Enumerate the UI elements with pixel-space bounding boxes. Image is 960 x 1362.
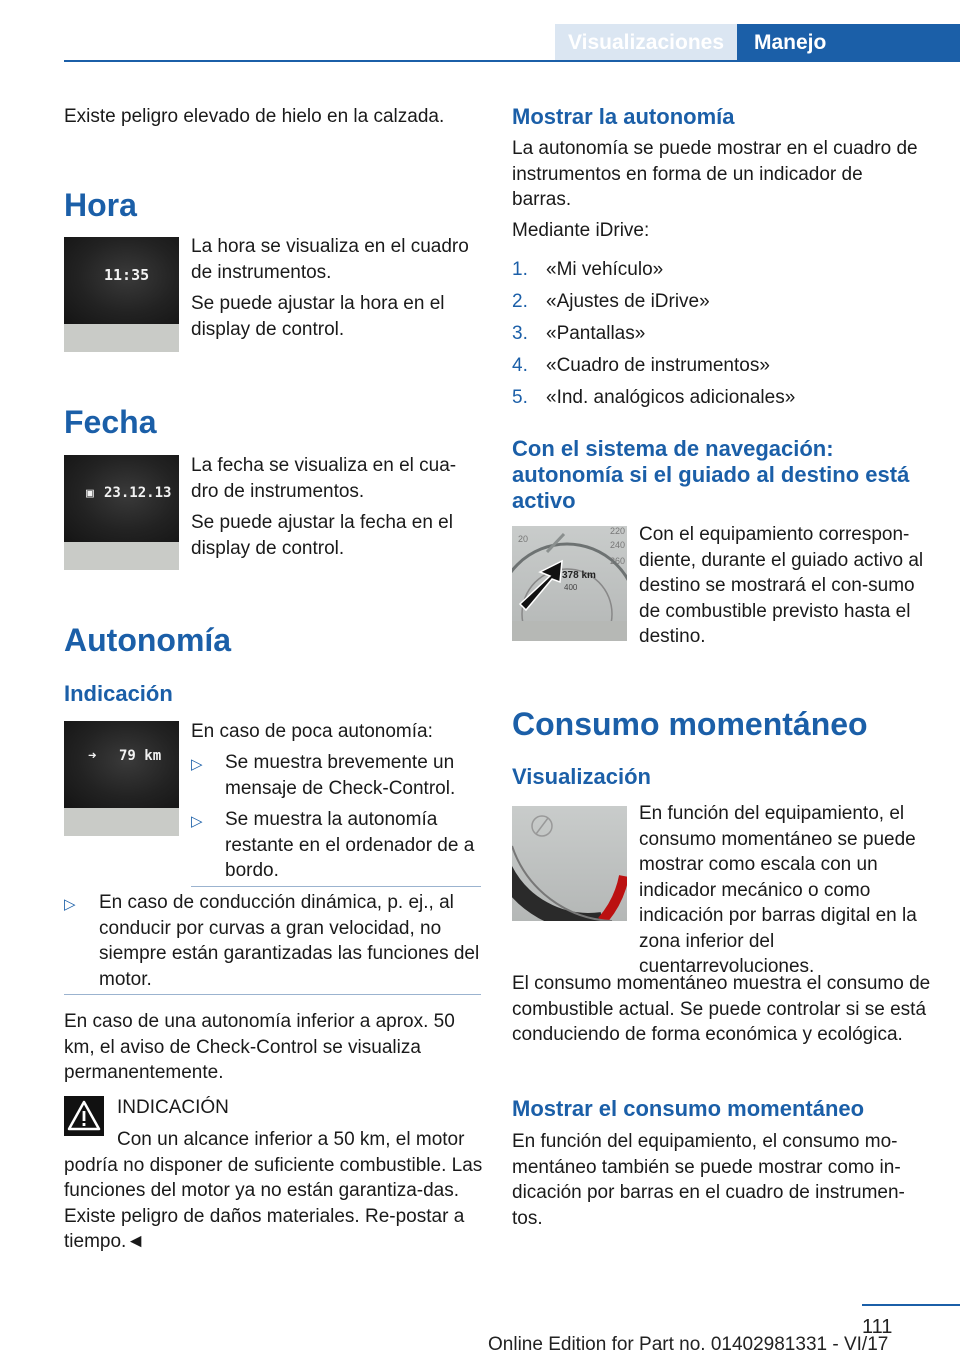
- edition-text: Online Edition for Part no. 01402981331 - VI/17: [488, 1334, 889, 1355]
- bullet-icon: ▷: [191, 813, 203, 830]
- autonomia-text: En caso de una autonomía inferior a aprox. 50 km, el aviso de Check-Control se visualiza permanentemente.: [64, 1011, 455, 1083]
- intro-text: Existe peligro elevado de hielo en la calzada.: [64, 106, 445, 127]
- consumo-text-2: El consumo momentáneo muestra el consumo de combustible actual. Se puede controlar si se está conduciendo de forma económica y ecológica.: [512, 973, 931, 1045]
- range-display-image: [64, 721, 179, 836]
- gauge-label: 240: [610, 540, 626, 550]
- warning-text: Con un alcance inferior a 50 km, el motor podría no disponer de suficiente combustible. Las funciones del motor ya no están garantiza-das. Existe peligro de daños materiales. Re-postar a tiempo.◄: [64, 1129, 483, 1252]
- subheading-mostrar-consumo: Mostrar el consumo momentáneo: [512, 1096, 865, 1121]
- divider: [191, 886, 481, 887]
- consumo-text-3: En función del equipamiento, el consumo mo-mentáneo también se puede mostrar como in-dicación por barras en el cuadro de instrumen-tos.: [512, 1131, 905, 1229]
- step-number: 5.: [512, 387, 528, 408]
- heading-consumo: Consumo momentáneo: [512, 706, 868, 742]
- clock-display-image: [64, 237, 179, 352]
- step-number: 2.: [512, 291, 528, 312]
- heading-hora: Hora: [64, 187, 137, 223]
- step-3: «Pantallas»: [546, 323, 646, 344]
- step-number: 1.: [512, 259, 528, 280]
- nav-gauge-image: [512, 526, 627, 641]
- nav-text: Con el equipamiento correspon-diente, durante el guiado activo al destino se mostrará el con-sumo de combustible previsto hasta el destino.: [639, 524, 924, 647]
- fecha-text-1: La fecha se visualiza en el cua-dro de instrumentos.: [191, 455, 457, 502]
- range-readout: 79 km: [119, 748, 162, 764]
- mostrar-text-2: Mediante iDrive:: [512, 220, 650, 241]
- clock-readout: 11:35: [104, 266, 150, 284]
- bullet-icon: ▷: [191, 756, 203, 773]
- date-display-image: [64, 455, 179, 570]
- heading-mostrar-autonomia: Mostrar la autonomía: [512, 104, 735, 129]
- section-tab: Visualizaciones: [555, 24, 737, 62]
- date-readout: 23.12.13: [104, 485, 172, 501]
- step-1: «Mi vehículo»: [546, 259, 664, 280]
- bullet-2: Se muestra la autonomía restante en el ordenador de a bordo.: [225, 809, 475, 881]
- page-number: 111: [862, 1316, 893, 1338]
- calendar-icon: ▣: [86, 486, 94, 501]
- consumo-text-1: En función del equipamiento, el consumo momentáneo se puede mostrar como escala con un indicador mecánico o como indicación por barras digital en la zona inferior del cuentarrevoluciones.: [639, 803, 917, 977]
- fecha-text-2: Se puede ajustar la fecha en el display de control.: [191, 512, 453, 559]
- step-4: «Cuadro de instrumentos»: [546, 355, 770, 376]
- step-number: 3.: [512, 323, 528, 344]
- subheading-indicacion: Indicación: [64, 681, 173, 706]
- warning-title: INDICACIÓN: [117, 1097, 229, 1118]
- autonomia-lead: En caso de poca autonomía:: [191, 721, 433, 742]
- bullet-1: Se muestra brevemente un mensaje de Check-Control.: [225, 752, 456, 799]
- chapter-tab: Manejo: [737, 24, 960, 62]
- fuel-pump-icon: ➜: [88, 748, 97, 764]
- mostrar-text-1: La autonomía se puede mostrar en el cuadro de instrumentos en forma de un indicador de barras.: [512, 138, 918, 210]
- gauge-label: 20: [518, 534, 529, 544]
- gauge-label: 400: [564, 583, 578, 592]
- step-2: «Ajustes de iDrive»: [546, 291, 710, 312]
- step-number: 4.: [512, 355, 528, 376]
- gauge-range-readout: 378 km: [562, 570, 596, 581]
- divider: [64, 994, 481, 995]
- heading-fecha: Fecha: [64, 404, 157, 440]
- subheading-visualizacion: Visualización: [512, 764, 651, 789]
- bullet-3: En caso de conducción dinámica, p. ej., al conducir por curvas a gran velocidad, no siempre están garantizadas las funciones del motor.: [99, 892, 480, 990]
- consumption-gauge-image: [512, 806, 627, 921]
- step-5: «Ind. analógicos adicionales»: [546, 387, 796, 408]
- heading-autonomia: Autonomía: [64, 622, 232, 658]
- hora-text-2: Se puede ajustar la hora en el display de control.: [191, 293, 445, 340]
- bullet-icon: ▷: [64, 896, 76, 913]
- header-rule: [64, 60, 960, 62]
- gauge-label: 220: [610, 526, 626, 536]
- heading-navegacion: Con el sistema de navegación: autonomía si el guiado al destino está activo: [512, 436, 910, 513]
- hora-text-1: La hora se visualiza en el cuadro de instrumentos.: [191, 236, 469, 283]
- footer-rule: [862, 1304, 960, 1306]
- gauge-label: 260: [610, 556, 626, 566]
